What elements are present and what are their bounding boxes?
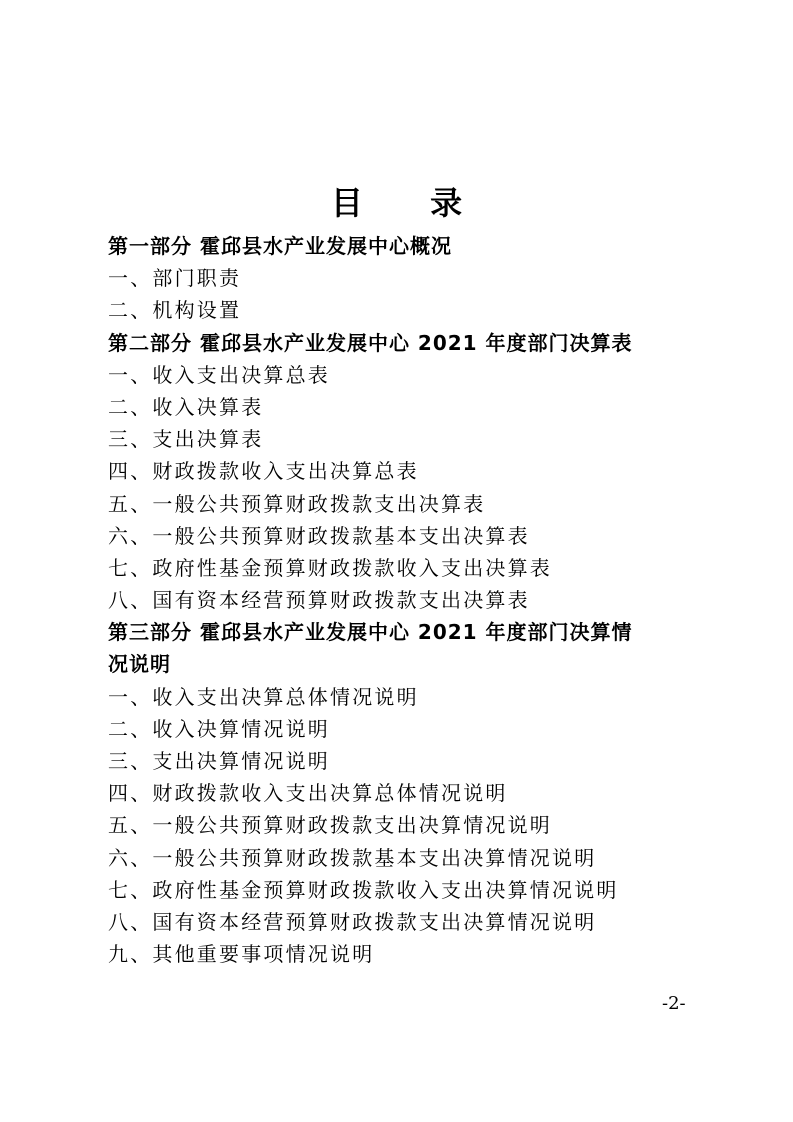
toc-item[interactable]: 四、财政拨款收入支出决算总体情况说明: [108, 781, 508, 806]
toc-item[interactable]: 二、收入决算情况说明: [108, 716, 330, 741]
toc-item[interactable]: 八、国有资本经营预算财政拨款支出决算表: [108, 588, 530, 613]
toc-item[interactable]: 二、收入决算表: [108, 394, 264, 419]
toc-item[interactable]: 一、收入支出决算总体情况说明: [108, 684, 419, 709]
toc-title: 目 录: [330, 184, 491, 222]
toc-item[interactable]: 八、国有资本经营预算财政拨款支出决算情况说明: [108, 909, 597, 934]
toc-item[interactable]: 一、部门职责: [108, 266, 242, 291]
part-3-heading-continued[interactable]: 况说明: [108, 652, 171, 677]
toc-item[interactable]: 五、一般公共预算财政拨款支出决算表: [108, 491, 486, 516]
toc-item[interactable]: 七、政府性基金预算财政拨款收入支出决算表: [108, 555, 552, 580]
toc-item[interactable]: 六、一般公共预算财政拨款基本支出决算表: [108, 523, 530, 548]
toc-item[interactable]: 七、政府性基金预算财政拨款收入支出决算情况说明: [108, 877, 619, 902]
toc-item[interactable]: 九、其他重要事项情况说明: [108, 942, 375, 967]
toc-item[interactable]: 一、收入支出决算总表: [108, 362, 330, 387]
part-3-heading[interactable]: 第三部分 霍邱县水产业发展中心 2021 年度部门决算情: [108, 620, 633, 645]
toc-item[interactable]: 六、一般公共预算财政拨款基本支出决算情况说明: [108, 845, 597, 870]
toc-item[interactable]: 五、一般公共预算财政拨款支出决算情况说明: [108, 813, 552, 838]
toc-item[interactable]: 四、财政拨款收入支出决算总表: [108, 459, 419, 484]
toc-item[interactable]: 二、机构设置: [108, 298, 242, 323]
table-of-contents: [108, 230, 708, 970]
part-2-heading[interactable]: 第二部分 霍邱县水产业发展中心 2021 年度部门决算表: [108, 330, 633, 355]
part-1-heading[interactable]: 第一部分 霍邱县水产业发展中心概况: [108, 234, 452, 258]
toc-item[interactable]: 三、支出决算表: [108, 427, 264, 452]
toc-item[interactable]: 三、支出决算情况说明: [108, 749, 330, 773]
page-number: -2-: [662, 993, 686, 1014]
